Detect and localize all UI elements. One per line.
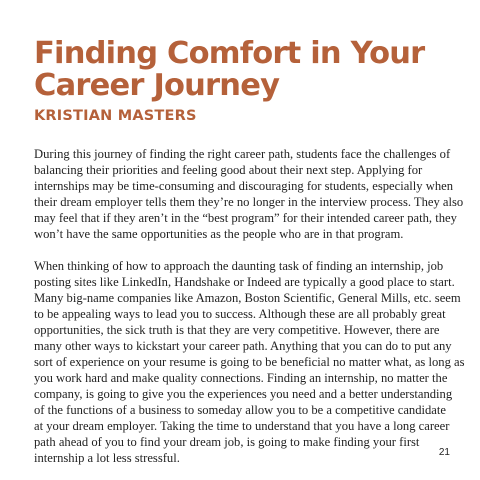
text-line: company, is going to give you the experiences you need and a better understanding	[34, 387, 453, 401]
text-line: Many big-name companies like Amazon, Boston Scientific, General Mills, etc. seem	[34, 291, 461, 305]
article-title-line: Finding Comfort in Your	[34, 36, 425, 71]
article-paragraph	[34, 258, 465, 466]
text-line: internship a lot less stressful.	[34, 451, 180, 465]
article-title	[34, 38, 450, 102]
text-line: opportunities, the sick truth is that they are very competitive. However, there are	[34, 323, 440, 337]
text-line: at your dream employer. Taking the time to understand that you have a long career	[34, 419, 450, 433]
text-line: balancing their priorities and feeling good about their next step. Applying for	[34, 163, 423, 177]
text-line: may feel that if they aren’t in the “best program” for their intended career path, they	[34, 211, 457, 225]
text-line: path ahead of you to find your dream job, is going to make finding your first	[34, 435, 420, 449]
text-line: posting sites like LinkedIn, Handshake or Indeed are typically a good place to start.	[34, 275, 455, 289]
article-body	[34, 146, 465, 466]
text-line: to be appealing ways to lead you to success. Although these are all probably great	[34, 307, 446, 321]
text-line: During this journey of finding the right career path, students face the challenges of	[34, 147, 451, 161]
text-line: their dream employer tells them they’re no longer in the interview process. They also	[34, 195, 464, 209]
text-line: many other ways to kickstart your career path. Anything that you can do to put any	[34, 339, 452, 353]
text-line: When thinking of how to approach the daunting task of finding an internship, job	[34, 259, 444, 273]
text-line: won’t have the same opportunities as the people who are in that program.	[34, 227, 404, 241]
text-line: internships may be time-consuming and discouraging for students, especially when	[34, 179, 454, 193]
article-author: KRISTIAN MASTERS	[34, 108, 197, 124]
page-number: 21	[438, 447, 450, 458]
article-title-line: Career Journey	[34, 68, 280, 103]
text-line: of the functions of a business to someday allow you to be a competitive candidate	[34, 403, 446, 417]
text-line: sort of experience on your resume is going to be beneficial no matter what, as long as	[34, 355, 465, 369]
article-paragraph	[34, 146, 464, 242]
text-line: you work hard and make quality connections. Finding an internship, no matter the	[34, 371, 448, 385]
